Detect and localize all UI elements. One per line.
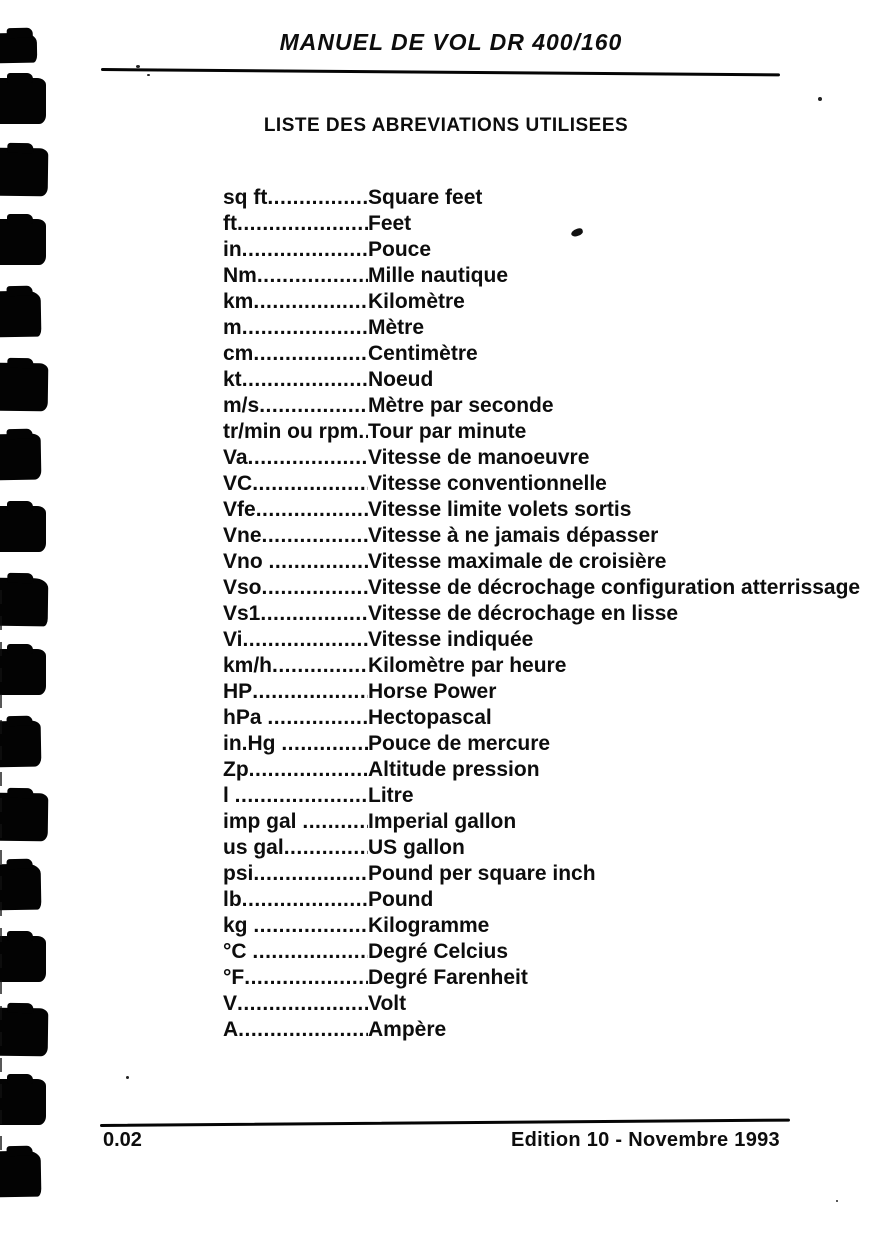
- abbreviation-lead: [223, 680, 368, 704]
- abbreviation-lead: [223, 706, 368, 730]
- binding-mark: [0, 1079, 46, 1125]
- scan-speck: [126, 1076, 129, 1079]
- definition: Mille nautique: [368, 264, 509, 287]
- abbreviation-lead: [223, 862, 368, 886]
- abbreviation: us gal: [223, 836, 284, 859]
- abbreviation-row: [223, 316, 853, 342]
- dot-leader: [262, 524, 368, 548]
- dot-leader: [358, 420, 368, 444]
- abbreviation-row: [223, 394, 853, 420]
- abbreviation-lead: [223, 186, 368, 210]
- abbreviation: lb: [223, 888, 242, 911]
- abbreviation: imp gal: [223, 810, 303, 833]
- definition: Volt: [368, 992, 407, 1015]
- binding-mark: [0, 434, 41, 481]
- scan-speck: [836, 1200, 838, 1202]
- dot-leader: [252, 472, 368, 496]
- abbreviation: kg: [223, 914, 254, 937]
- dot-leader: [248, 446, 368, 470]
- abbreviation: V: [223, 992, 238, 1015]
- dot-leader: [242, 316, 368, 340]
- abbreviation-lead: [223, 810, 368, 834]
- definition: Altitude pression: [368, 758, 540, 781]
- abbreviation-row: [223, 446, 853, 472]
- definition: Mètre: [368, 316, 425, 339]
- binding-mark: [0, 578, 48, 627]
- definition: Vitesse maximale de croisière: [368, 550, 667, 573]
- definition: Degré Celcius: [368, 940, 509, 963]
- abbreviation: Va: [223, 446, 248, 469]
- abbreviation: l: [223, 784, 235, 807]
- abbreviation-row: [223, 992, 853, 1018]
- abbreviation-row: [223, 524, 853, 550]
- abbreviation-lead: [223, 888, 368, 912]
- abbreviation-row: [223, 342, 853, 368]
- header-rule: [101, 68, 780, 76]
- binding-mark: [0, 506, 46, 552]
- abbreviation-row: [223, 420, 853, 446]
- abbreviation-row: [223, 264, 853, 290]
- dot-leader: [244, 966, 368, 990]
- definition: US gallon: [368, 836, 465, 859]
- dot-leader: [242, 628, 368, 652]
- abbreviation-lead: [223, 654, 368, 678]
- abbreviation-row: [223, 576, 861, 602]
- abbreviation: Vno: [223, 550, 269, 573]
- abbreviation: Nm: [223, 264, 257, 287]
- abbreviation-lead: [223, 472, 368, 496]
- page-number: 0.02: [103, 1129, 142, 1151]
- definition: Pouce: [368, 238, 432, 261]
- abbreviation-row: [223, 784, 853, 810]
- abbreviation-lead: [223, 264, 368, 288]
- abbreviation-lead: [223, 992, 368, 1016]
- abbreviation-lead: [223, 1018, 368, 1042]
- abbreviation-row: [223, 472, 853, 498]
- dot-leader: [238, 1018, 368, 1042]
- dot-leader: [256, 498, 368, 522]
- abbreviation: °F: [223, 966, 245, 989]
- dot-leader: [242, 888, 368, 912]
- edition-label: Edition 10 - Novembre 1993: [510, 1129, 780, 1151]
- abbreviation: hPa: [223, 706, 268, 729]
- definition: Vitesse limite volets sortis: [368, 498, 632, 521]
- abbreviation: Vfe: [223, 498, 256, 521]
- definition: Vitesse conventionnelle: [368, 472, 607, 495]
- abbreviation-lead: [223, 420, 368, 444]
- definition: Litre: [368, 784, 414, 807]
- definition: Square feet: [368, 186, 483, 209]
- abbreviation-row: [223, 810, 853, 836]
- abbreviation-row: [223, 862, 853, 888]
- abbreviation-lead: [223, 238, 368, 262]
- section-title: LISTE DES ABREVIATIONS UTILISEES: [263, 115, 629, 136]
- binding-mark: [0, 363, 48, 412]
- abbreviation-lead: [223, 524, 368, 548]
- abbreviation-lead: [223, 342, 368, 366]
- abbreviation-row: [223, 888, 853, 914]
- binding-mark: [0, 936, 46, 982]
- abbreviation-row: [223, 836, 853, 862]
- abbreviation-row: [223, 186, 853, 212]
- definition: Feet: [368, 212, 412, 235]
- definition: Pound: [368, 888, 434, 911]
- abbreviation-row: [223, 1018, 853, 1044]
- definition: Noeud: [368, 368, 434, 391]
- definition: Horse Power: [368, 680, 497, 703]
- abbreviation-row: [223, 732, 853, 758]
- abbreviation-lead: [223, 966, 368, 990]
- binding-mark: [0, 148, 48, 197]
- abbreviation-lead: [223, 446, 368, 470]
- abbreviation-row: [223, 290, 853, 316]
- dot-leader: [257, 264, 368, 288]
- abbreviation: ft: [223, 212, 237, 235]
- dot-leader: [267, 706, 368, 730]
- abbreviation-row: [223, 602, 853, 628]
- definition: Ampère: [368, 1018, 447, 1041]
- abbreviation: Vi: [223, 628, 243, 651]
- dot-leader: [253, 342, 368, 366]
- footer-rule: [100, 1119, 790, 1127]
- abbreviation-row: [223, 368, 853, 394]
- abbreviation: Vne: [223, 524, 262, 547]
- dot-leader: [260, 602, 368, 626]
- binding-mark: [0, 721, 41, 768]
- abbreviation-lead: [223, 316, 368, 340]
- definition: Centimètre: [368, 342, 478, 365]
- abbreviation-row: [223, 550, 853, 576]
- abbreviation-row: [223, 706, 853, 732]
- binding-mark: [0, 1151, 41, 1198]
- definition: Kilomètre: [368, 290, 465, 313]
- scan-speck: [818, 97, 822, 101]
- binding-mark: [0, 793, 48, 842]
- dot-leader: [253, 290, 368, 314]
- dot-leader: [281, 732, 368, 756]
- dot-leader: [242, 368, 368, 392]
- definition: Vitesse indiquée: [368, 628, 534, 651]
- abbreviation-row: [223, 680, 853, 706]
- abbreviation: in.Hg: [223, 732, 282, 755]
- abbreviation: sq ft: [223, 186, 268, 209]
- abbreviation-row: [223, 628, 853, 654]
- dot-leader: [235, 784, 368, 808]
- dot-leader: [252, 940, 368, 964]
- dot-leader: [269, 550, 369, 574]
- dot-leader: [252, 680, 368, 704]
- dot-leader: [267, 186, 368, 210]
- abbreviation: A: [223, 1018, 239, 1041]
- dot-leader: [237, 992, 368, 1016]
- abbreviation: m/s: [223, 394, 260, 417]
- abbreviation-list: [223, 186, 861, 1044]
- abbreviation-row: [223, 238, 853, 264]
- abbreviation: km: [223, 290, 254, 313]
- abbreviation-lead: [223, 732, 368, 756]
- definition: Vitesse de décrochage en lisse: [368, 602, 679, 625]
- abbreviation: cm: [223, 342, 254, 365]
- binding-mark: [0, 649, 46, 695]
- abbreviation: psi: [223, 862, 254, 885]
- abbreviation: °C: [223, 940, 253, 963]
- abbreviation-row: [223, 914, 853, 940]
- abbreviation-lead: [223, 212, 368, 236]
- dot-leader: [249, 758, 368, 782]
- abbreviation-lead: [223, 836, 368, 860]
- abbreviation: HP: [223, 680, 253, 703]
- scan-speck: [136, 65, 140, 68]
- dot-leader: [253, 862, 368, 886]
- abbreviation-lead: [223, 498, 368, 522]
- definition: Pound per square inch: [368, 862, 596, 885]
- abbreviation: km/h: [223, 654, 273, 677]
- abbreviation: kt: [223, 368, 242, 391]
- abbreviation-lead: [223, 940, 368, 964]
- definition: Kilogramme: [368, 914, 490, 937]
- definition: Imperial gallon: [368, 810, 517, 833]
- binding-mark: [0, 1008, 48, 1057]
- dot-leader: [259, 394, 368, 418]
- abbreviation-lead: [223, 784, 368, 808]
- abbreviation: Vso: [223, 576, 262, 599]
- definition: Kilomètre par heure: [368, 654, 567, 677]
- dot-leader: [302, 810, 368, 834]
- definition: Tour par minute: [368, 420, 527, 443]
- binding-mark: [0, 864, 41, 911]
- definition: Hectopascal: [368, 706, 492, 729]
- abbreviation-row: [223, 498, 853, 524]
- page-edge-line: [0, 590, 2, 1160]
- dot-leader: [284, 836, 368, 860]
- abbreviation-row: [223, 940, 853, 966]
- abbreviation-row: [223, 758, 853, 784]
- abbreviation-lead: [223, 394, 368, 418]
- definition: Mètre par seconde: [368, 394, 554, 417]
- abbreviation-lead: [223, 758, 368, 782]
- abbreviation: m: [223, 316, 242, 339]
- abbreviation-lead: [223, 290, 368, 314]
- abbreviation: Vs1: [223, 602, 261, 625]
- page-title: MANUEL DE VOL DR 400/160: [279, 29, 623, 55]
- abbreviation-row: [223, 966, 853, 992]
- abbreviation: in: [223, 238, 242, 261]
- dot-leader: [253, 914, 368, 938]
- abbreviation: Zp: [223, 758, 249, 781]
- scan-speck: [147, 74, 150, 76]
- dot-leader: [242, 238, 368, 262]
- definition: Vitesse de manoeuvre: [368, 446, 590, 469]
- abbreviation-lead: [223, 368, 368, 392]
- binding-mark: [0, 291, 41, 338]
- abbreviation-lead: [223, 602, 368, 626]
- abbreviation-row: [223, 654, 853, 680]
- binding-mark: [0, 219, 46, 265]
- abbreviation-lead: [223, 628, 368, 652]
- definition: Degré Farenheit: [368, 966, 528, 989]
- abbreviation: VC: [223, 472, 253, 495]
- definition: Vitesse de décrochage configuration atterrissage: [368, 576, 861, 599]
- abbreviation: tr/min ou rpm: [223, 420, 359, 443]
- abbreviation-lead: [223, 550, 368, 574]
- dot-leader: [262, 576, 368, 600]
- definition: Pouce de mercure: [368, 732, 551, 755]
- abbreviation-row: [223, 212, 853, 238]
- dot-leader: [237, 212, 368, 236]
- abbreviation-lead: [223, 576, 368, 600]
- abbreviation-lead: [223, 914, 368, 938]
- definition: Vitesse à ne jamais dépasser: [368, 524, 659, 547]
- dot-leader: [272, 654, 368, 678]
